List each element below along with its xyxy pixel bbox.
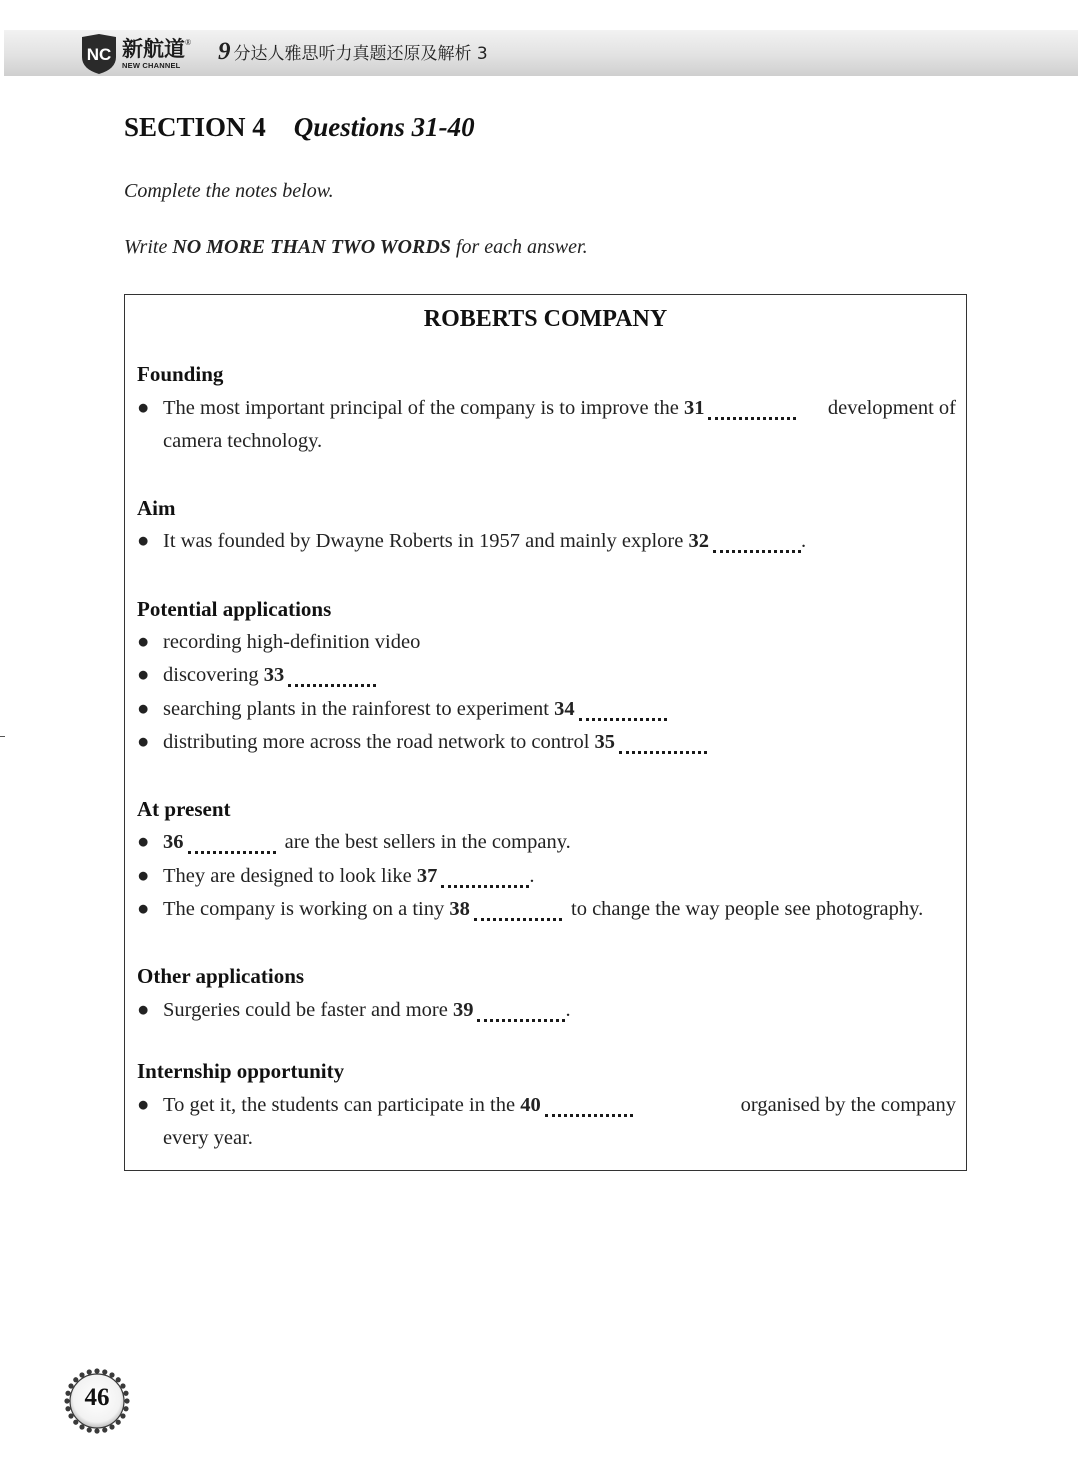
internship-line-cont: every year. — [163, 1127, 253, 1149]
notes-title: ROBERTS COMPANY — [423, 306, 668, 332]
nc-shield-icon — [80, 33, 118, 75]
book-title-number: 9 — [218, 38, 231, 65]
question-34-number: 34 — [554, 698, 575, 720]
question-39-number: 39 — [452, 999, 474, 1021]
answer-blank-39[interactable] — [477, 1007, 565, 1022]
founding-line: ● The most important principal of the company is to improve the 31 development of — [137, 397, 956, 419]
badge-tooth — [87, 1427, 92, 1432]
potential-bullet-4: ● distributing more across the road network to control 35 — [137, 730, 711, 754]
present-bullet-3: ● The company is working on a tiny 38 to change the way people see photography. — [137, 898, 924, 920]
instruction-word-limit: Write NO MORE THAN TWO WORDS for each answer. — [124, 236, 588, 258]
potential-bullet-2: ● discovering 33 — [137, 663, 380, 687]
question-36-number: 36 — [163, 831, 184, 853]
book-title — [218, 38, 488, 66]
logo — [80, 33, 191, 75]
instruction-complete: Complete the notes below. — [124, 180, 334, 202]
other-bullet-1: ● Surgeries could be faster and more 39 . — [137, 999, 571, 1021]
heading-founding: Founding — [137, 362, 224, 386]
answer-blank-34[interactable] — [579, 706, 667, 721]
question-38-number: 38 — [449, 898, 470, 920]
brand-reg: ® — [185, 37, 192, 47]
brand-cn: 新航道 — [122, 36, 185, 61]
question-33-number: 33 — [263, 664, 285, 686]
question-37-number: 37 — [416, 865, 438, 887]
answer-blank-38[interactable] — [474, 906, 562, 921]
answer-blank-33[interactable] — [288, 672, 376, 687]
potential-bullet-1: ● recording high-definition video — [137, 631, 421, 653]
edge-mark — [0, 736, 5, 737]
section-title — [124, 112, 475, 143]
book-title-text: 分达人雅思听力真题还原及解析 3 — [233, 44, 488, 64]
section-label: SECTION 4 — [124, 112, 266, 142]
present-bullet-1: ● 36 are the best sellers in the company. — [137, 831, 571, 853]
answer-blank-31[interactable] — [708, 405, 796, 420]
answer-blank-37[interactable] — [441, 873, 529, 888]
aim-line: ● It was founded by Dwayne Roberts in 1957 and mainly explore 32 . — [137, 530, 807, 552]
heading-internship-opportunity: Internship opportunity — [137, 1059, 345, 1083]
potential-bullet-3: ● searching plants in the rainforest to experiment 34 — [137, 697, 671, 721]
word-limit: NO MORE THAN TWO WORDS — [172, 236, 451, 258]
heading-aim: Aim — [137, 496, 176, 520]
present-bullet-2: ● They are designed to look like 37 . — [137, 865, 535, 887]
badge-tooth — [87, 1369, 92, 1374]
question-32-number: 32 — [688, 530, 709, 552]
answer-blank-35[interactable] — [619, 739, 707, 754]
heading-potential-applications: Potential applications — [137, 597, 332, 621]
brand-en: NEW CHANNEL — [122, 60, 181, 70]
badge-tooth — [102, 1369, 107, 1374]
badge-tooth — [102, 1427, 107, 1432]
answer-blank-32[interactable] — [713, 538, 801, 553]
question-31-number: 31 — [683, 397, 705, 419]
heading-at-present: At present — [137, 797, 231, 821]
founding-line-cont: camera technology. — [163, 430, 323, 452]
heading-other-applications: Other applications — [137, 964, 305, 988]
question-35-number: 35 — [594, 731, 616, 753]
internship-line: ● To get it, the students can participate in the 40 organised by the company — [137, 1094, 956, 1116]
badge-tooth — [94, 1368, 99, 1373]
badge-tooth — [94, 1428, 99, 1433]
page-number: 46 — [84, 1384, 110, 1411]
answer-blank-36[interactable] — [188, 839, 276, 854]
question-40-number: 40 — [520, 1094, 541, 1116]
section-questions: Questions 31-40 — [293, 112, 475, 142]
svg-text:NC: NC — [86, 45, 112, 64]
answer-blank-40[interactable] — [545, 1102, 633, 1117]
